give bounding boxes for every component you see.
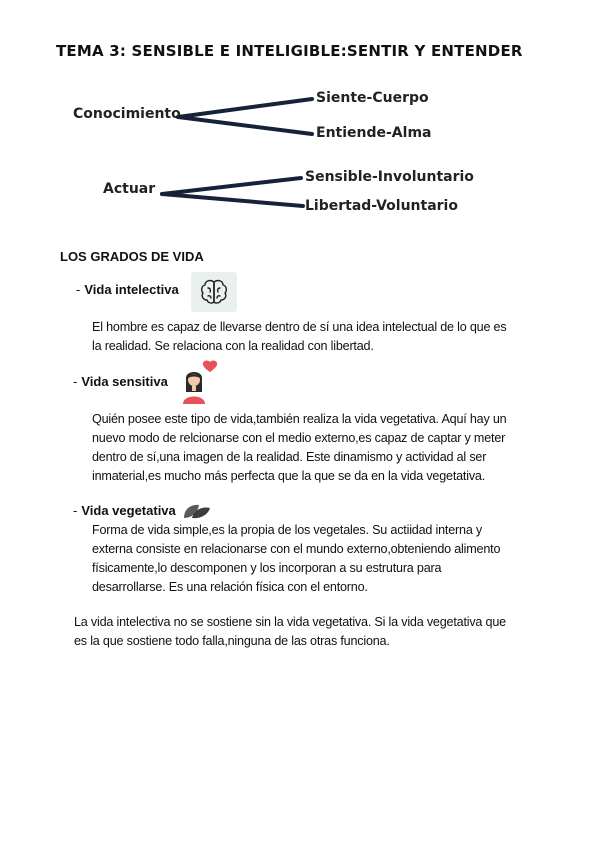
- branch-line-entiende: [178, 117, 312, 134]
- branch-line-sensible: [162, 178, 301, 194]
- page-title: TEMA 3: SENSIBLE E INTELIGIBLE:SENTIR Y ENTENDER: [56, 42, 523, 60]
- branch-line-libertad: [162, 194, 303, 206]
- item-text-intelectiva: El hombre es capaz de llevarse dentro de sí una idea intelectual de lo que es la realidad. Se relaciona con la realidad con libertad.: [92, 320, 507, 353]
- leaves-icon: [182, 500, 212, 520]
- diagram-root-actuar: Actuar: [103, 181, 156, 197]
- diagram-branch-sensible: Sensible-Involuntario: [305, 169, 474, 185]
- diagram-branch-libertad: Libertad-Voluntario: [305, 198, 458, 214]
- diagram-branch-entiende: Entiende-Alma: [316, 125, 432, 141]
- conclusion-text: La vida intelectiva no se sostiene sin la vida vegetativa. Si la vida vegetativa que es la que sostiene todo falla,ninguna de las otras funciona.: [74, 615, 506, 648]
- item-heading-vegetativa: - Vida vegetativa: [73, 503, 176, 518]
- item-text-sensitiva: Quién posee este tipo de vida,también realiza la vida vegetativa. Aquí hay un nuevo modo de relcionarse con el medio externo,es capaz de captar y meter dentro de sí,una imagen de la realidad. Este dinamismo y actividad al ser inmaterial,es mucho más perfecta que la que se da en la vida vegetativa.: [92, 412, 507, 483]
- branch-line-siente: [178, 99, 312, 117]
- item-text-vegetativa: Forma de vida simple,es la propia de los vegetales. Su actiidad interna y externa consiste en relacionarse con el mundo externo,obteniendo alimento físicamente,lo descomponen y los incorporan a su estrutura para desarrollarse. Es una relación física con el entorno.: [92, 523, 501, 594]
- diagram-root-conocimiento: Conocimiento: [73, 106, 181, 122]
- diagram-branch-siente: Siente-Cuerpo: [316, 90, 429, 106]
- item-heading-sensitiva: - Vida sensitiva: [73, 374, 168, 389]
- concept-diagram: [0, 0, 600, 240]
- item-heading-intelectiva: - Vida intelectiva: [76, 282, 179, 297]
- brain-icon: [191, 272, 237, 312]
- section-title: LOS GRADOS DE VIDA: [60, 249, 204, 264]
- person-heart-icon: [180, 358, 222, 406]
